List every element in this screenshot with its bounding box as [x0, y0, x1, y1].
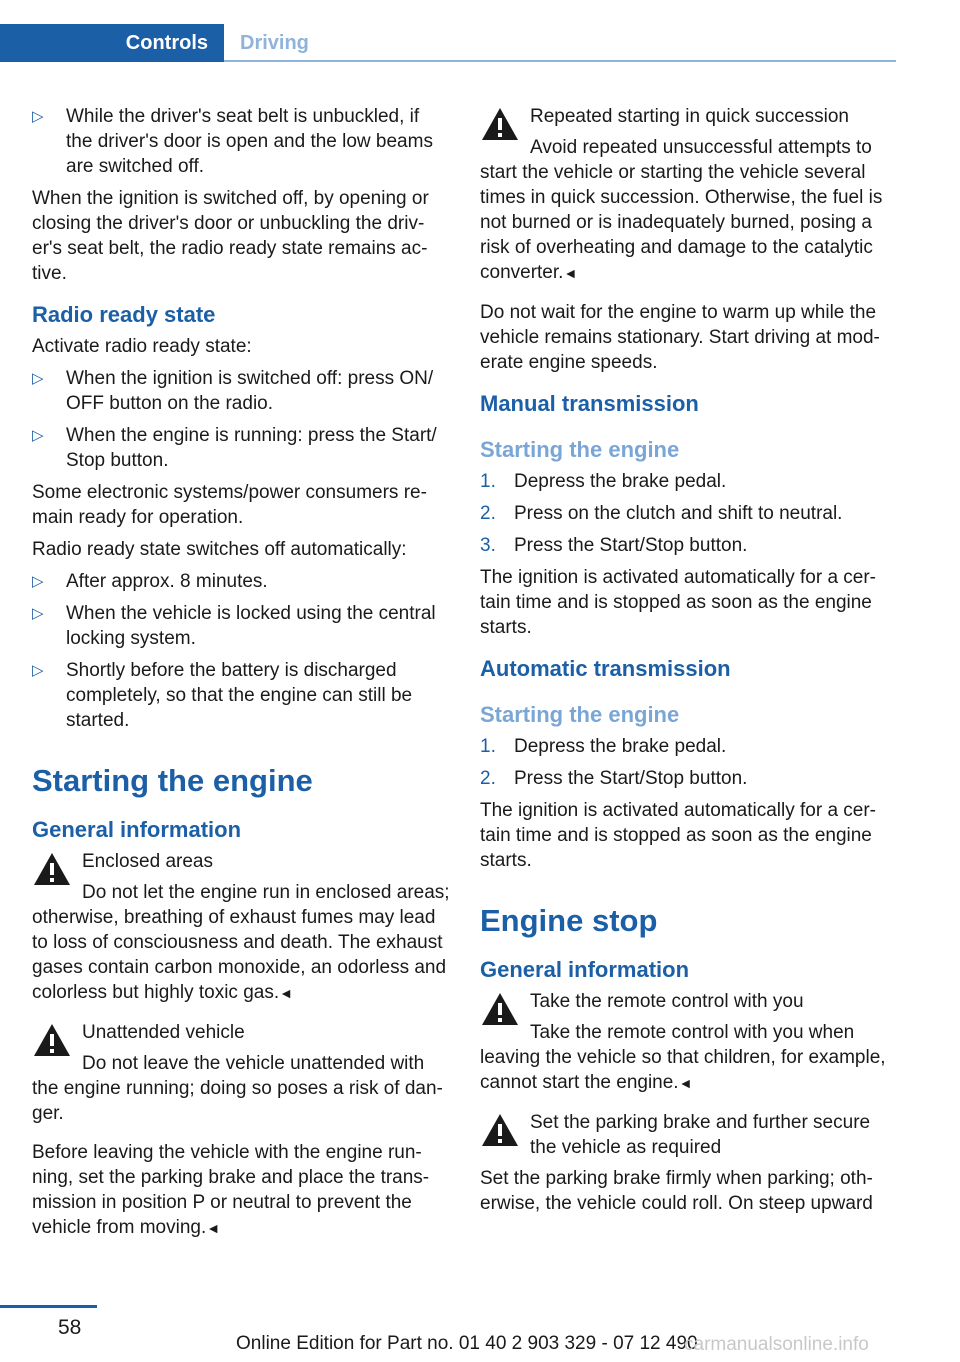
warning-title: Repeated starting in quick succession	[530, 106, 849, 127]
bullet-icon: ▷	[32, 573, 44, 590]
list-item	[32, 366, 450, 416]
chapter-heading: Engine stop	[480, 903, 658, 938]
warning-icon	[32, 851, 72, 887]
list-item-text: Shortly before the battery is discharged completely, so that the engine can still be started.	[66, 660, 413, 731]
paragraph: Radio ready state switches off automatically:	[32, 539, 407, 560]
step-number: 2.	[480, 768, 496, 789]
edition-text: Online Edition for Part no. 01 40 2 903 329 - 07 12 490	[236, 1333, 698, 1354]
step-number: 2.	[480, 503, 496, 524]
warning-icon	[480, 1112, 520, 1148]
tab-controls[interactable]: Controls	[0, 24, 224, 62]
warning-icon	[32, 1022, 72, 1058]
list-item	[32, 104, 450, 179]
subsection-heading: Starting the engine	[480, 702, 680, 727]
warning-block	[32, 849, 450, 1006]
section-heading: General information	[32, 817, 242, 842]
warning-icon	[480, 991, 520, 1027]
paragraph: Set the parking brake firmly when parking; oth-erwise, the vehicle could roll. On steep upward	[480, 1168, 873, 1214]
step-number: 1.	[480, 471, 496, 492]
footer-rule	[0, 1305, 97, 1308]
list-item	[480, 766, 898, 791]
list-item-text: Depress the brake pedal.	[514, 736, 727, 757]
list-item	[480, 469, 898, 494]
bullet-icon: ▷	[32, 370, 44, 387]
list-item	[32, 569, 450, 594]
header-rule	[224, 60, 896, 62]
bullet-icon: ▷	[32, 108, 44, 125]
paragraph: The ignition is activated automatically for a cer-tain time and is stopped as soon as the engine starts.	[480, 567, 877, 638]
list-item-text: After approx. 8 minutes.	[66, 571, 268, 592]
paragraph: Some electronic systems/power consumers re-main ready for operation.	[32, 482, 427, 528]
bullet-icon: ▷	[32, 605, 44, 622]
list-item	[480, 734, 898, 759]
page-number: 58	[58, 1316, 82, 1339]
warning-body: Do not let the engine run in enclosed areas; otherwise, breathing of exhaust fumes may lead to loss of consciousness and death. The exhaust gases contain carbon monoxide, an odorless and colorless but highly toxic gas.	[32, 882, 450, 1003]
warning-body: Do not leave the vehicle unattended with the engine running; doing so poses a risk of dan-ger.	[32, 1053, 443, 1124]
paragraph: Activate radio ready state:	[32, 336, 252, 357]
list-item-text: Press the Start/Stop button.	[514, 535, 748, 556]
chapter-heading: Starting the engine	[32, 763, 313, 798]
section-heading: Manual transmission	[480, 391, 699, 416]
list-item	[480, 501, 898, 526]
page-header	[0, 0, 960, 62]
list-item	[32, 601, 450, 651]
list-item	[480, 533, 898, 558]
paragraph	[32, 1140, 450, 1241]
list-item-text: Press on the clutch and shift to neutral.	[514, 503, 843, 524]
warning-title: Enclosed areas	[82, 851, 213, 872]
warning-block	[480, 989, 898, 1096]
end-mark-icon: ◄	[678, 1075, 693, 1091]
step-number: 3.	[480, 535, 496, 556]
list-item-text: While the driver's seat belt is unbuckled, if the driver's door is open and the low beams are switched off.	[66, 106, 433, 177]
warning-body: Avoid repeated unsuccessful attempts to start the vehicle or starting the vehicle several times in quick succession. Otherwise, the fuel is not burned or is inadequately burned, posing a risk of overheating and damage to the catalytic converter.	[480, 137, 883, 283]
paragraph: The ignition is activated automatically for a cer-tain time and is stopped as soon as the engine starts.	[480, 800, 877, 871]
warning-title: Unattended vehicle	[82, 1022, 245, 1043]
bullet-icon: ▷	[32, 427, 44, 444]
left-column	[32, 104, 450, 1248]
list-item-text: Depress the brake pedal.	[514, 471, 727, 492]
end-mark-icon: ◄	[563, 265, 578, 281]
tab-driving[interactable]: Driving	[240, 32, 309, 54]
warning-title: Set the parking brake and further secure the vehicle as required	[530, 1112, 871, 1158]
section-heading: Automatic transmission	[480, 656, 731, 681]
list-item-text: When the engine is running: press the Start/ Stop button.	[66, 425, 437, 471]
list-item-text: Press the Start/Stop button.	[514, 768, 748, 789]
warning-icon	[480, 106, 520, 142]
end-mark-icon: ◄	[206, 1220, 221, 1236]
right-column	[480, 104, 898, 1223]
section-heading: General information	[480, 957, 690, 982]
paragraph: When the ignition is switched off, by opening or closing the driver's door or unbuckling the driv-er's seat belt, the radio ready state remains ac-tive.	[32, 188, 429, 284]
section-heading: Radio ready state	[32, 302, 216, 327]
paragraph-text: Before leaving the vehicle with the engine run-ning, set the parking brake and place the trans-mission in position P or neutral to prevent the vehicle from moving.	[32, 1142, 430, 1238]
bullet-icon: ▷	[32, 662, 44, 679]
list-item-text: When the vehicle is locked using the central locking system.	[66, 603, 436, 649]
subsection-heading: Starting the engine	[480, 437, 680, 462]
paragraph: Do not wait for the engine to warm up while the vehicle remains stationary. Start driving at mod-erate engine speeds.	[480, 302, 880, 373]
end-mark-icon: ◄	[279, 985, 293, 1001]
list-item	[32, 658, 450, 733]
warning-block	[480, 1110, 898, 1160]
list-item	[32, 423, 450, 473]
step-number: 1.	[480, 736, 496, 757]
warning-block	[480, 104, 898, 286]
warning-title: Take the remote control with you	[530, 991, 804, 1012]
warning-block	[32, 1020, 450, 1126]
list-item-text: When the ignition is switched off: press ON/ OFF button on the radio.	[66, 368, 434, 414]
watermark: carmanualsonline.info	[684, 1334, 869, 1355]
warning-body: Take the remote control with you when leaving the vehicle so that children, for example, cannot start the engine.	[480, 1022, 886, 1093]
